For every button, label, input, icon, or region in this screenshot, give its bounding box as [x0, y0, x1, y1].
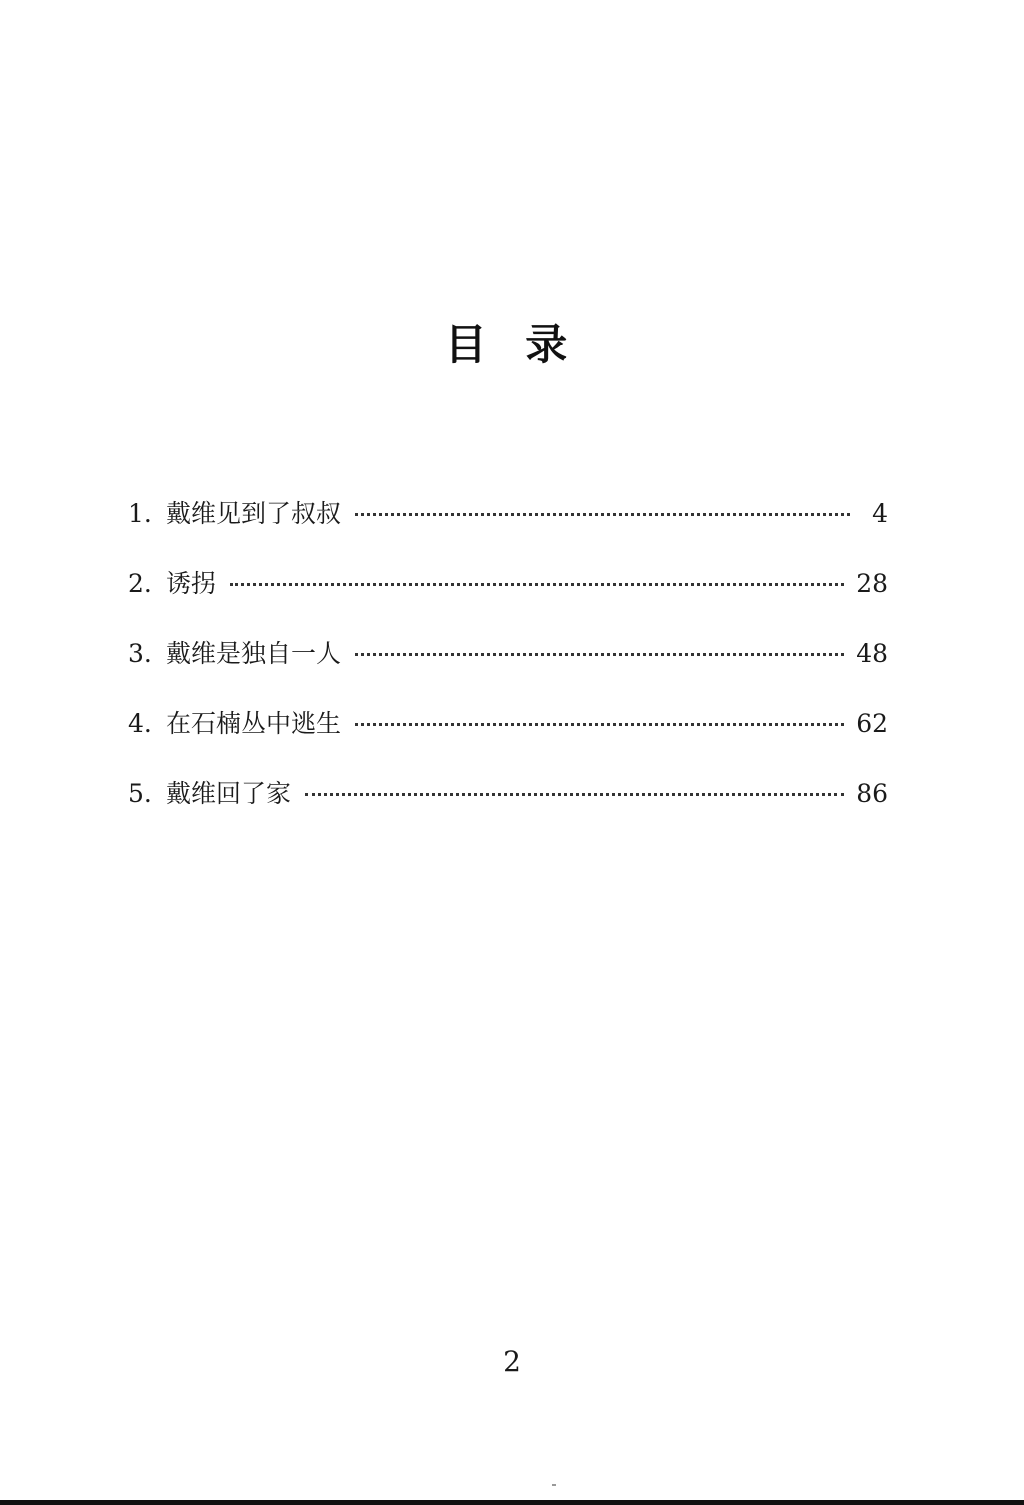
- toc-entry-number: 1.: [128, 499, 152, 528]
- toc-entry-2[interactable]: [128, 564, 888, 634]
- toc-entry-label: 戴维回了家: [166, 779, 292, 808]
- scan-speck: [552, 1484, 556, 1486]
- toc-entry-label: 在石楠丛中逃生: [166, 709, 342, 738]
- page-bottom-edge: [0, 1500, 1024, 1505]
- toc-entry-1[interactable]: [128, 494, 888, 564]
- toc-entry-label: 诱拐: [166, 569, 217, 598]
- toc-dot-leader: [230, 583, 844, 586]
- toc-dot-leader: [355, 513, 850, 516]
- toc-entry-3[interactable]: [128, 634, 888, 704]
- toc-entry-page: 86: [856, 779, 888, 808]
- toc-entry-page: 48: [856, 639, 888, 668]
- toc-entry-number: 3.: [128, 639, 152, 668]
- toc-dot-leader: [355, 723, 844, 726]
- toc-entry-4[interactable]: [128, 704, 888, 774]
- toc-entry-5[interactable]: [128, 774, 888, 844]
- toc-entry-page: 62: [856, 709, 888, 738]
- toc-entry-number: 2.: [128, 569, 152, 598]
- toc-entry-label: 戴维见到了叔叔: [166, 499, 342, 528]
- toc-entry-number: 4.: [128, 709, 152, 738]
- toc-entry-page: 4: [872, 499, 888, 528]
- toc-entry-number: 5.: [128, 779, 152, 808]
- page-title: 目 录: [444, 320, 580, 369]
- page-number: 2: [503, 1345, 521, 1378]
- table-of-contents: [128, 494, 888, 844]
- toc-dot-leader: [355, 653, 844, 656]
- toc-dot-leader: [305, 793, 844, 796]
- toc-entry-label: 戴维是独自一人: [166, 639, 342, 668]
- toc-entry-page: 28: [856, 569, 888, 598]
